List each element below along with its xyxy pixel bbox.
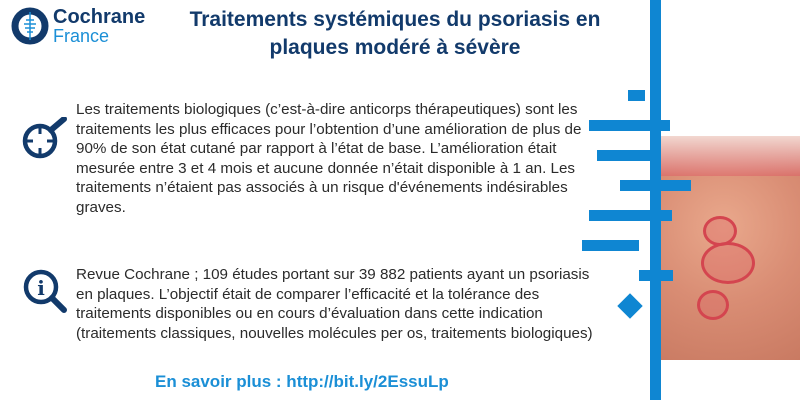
info-magnifier-icon — [22, 268, 70, 316]
page-title: Traitements systémiques du psoriasis en plaques modéré à sévère — [189, 8, 601, 59]
accent-bar — [582, 240, 639, 251]
accent-bar — [589, 210, 672, 221]
logo-france: France — [53, 26, 110, 46]
psoriasis-photo — [661, 136, 800, 360]
diamond-shape — [617, 293, 642, 318]
vertical-accent-bar — [650, 0, 661, 400]
accent-bar — [589, 120, 670, 131]
summary-paragraph: Les traitements biologiques (c’est-à-dire anticorps thérapeutiques) sont les traitements les plus efficaces pour l’obtention d’une amélioration de plus de 90% de son état cutané par rapport à l’état de base. L’amélioration était mesurée entre 3 et 4 mois et aucune donnée n’était disponible à 1 an. Les traitements n’étaient pas associés à un risque d'événements indésirables graves. — [76, 101, 582, 216]
accent-bar — [628, 90, 645, 101]
target-magnifier-icon — [20, 117, 70, 167]
svg-text:i: i — [37, 276, 45, 300]
logo-cochrane: Cochrane — [53, 6, 146, 28]
accent-bar — [597, 150, 660, 161]
learn-more-link[interactable]: En savoir plus : http://bit.ly/2EssuLp — [155, 372, 449, 391]
review-paragraph: Revue Cochrane ; 109 études portant sur 39 882 patients ayant un psoriasis en plaques. L’objectif était de comparer l’efficacité et la tolérance des traitements disponibles ou en cours d’évaluation dans cette indication (traitements classiques, nouvelles molécules per os, traitements biologiques) — [76, 266, 593, 342]
accent-bar — [620, 180, 691, 191]
accent-bar — [639, 270, 673, 281]
cochrane-logo-icon — [10, 6, 50, 46]
